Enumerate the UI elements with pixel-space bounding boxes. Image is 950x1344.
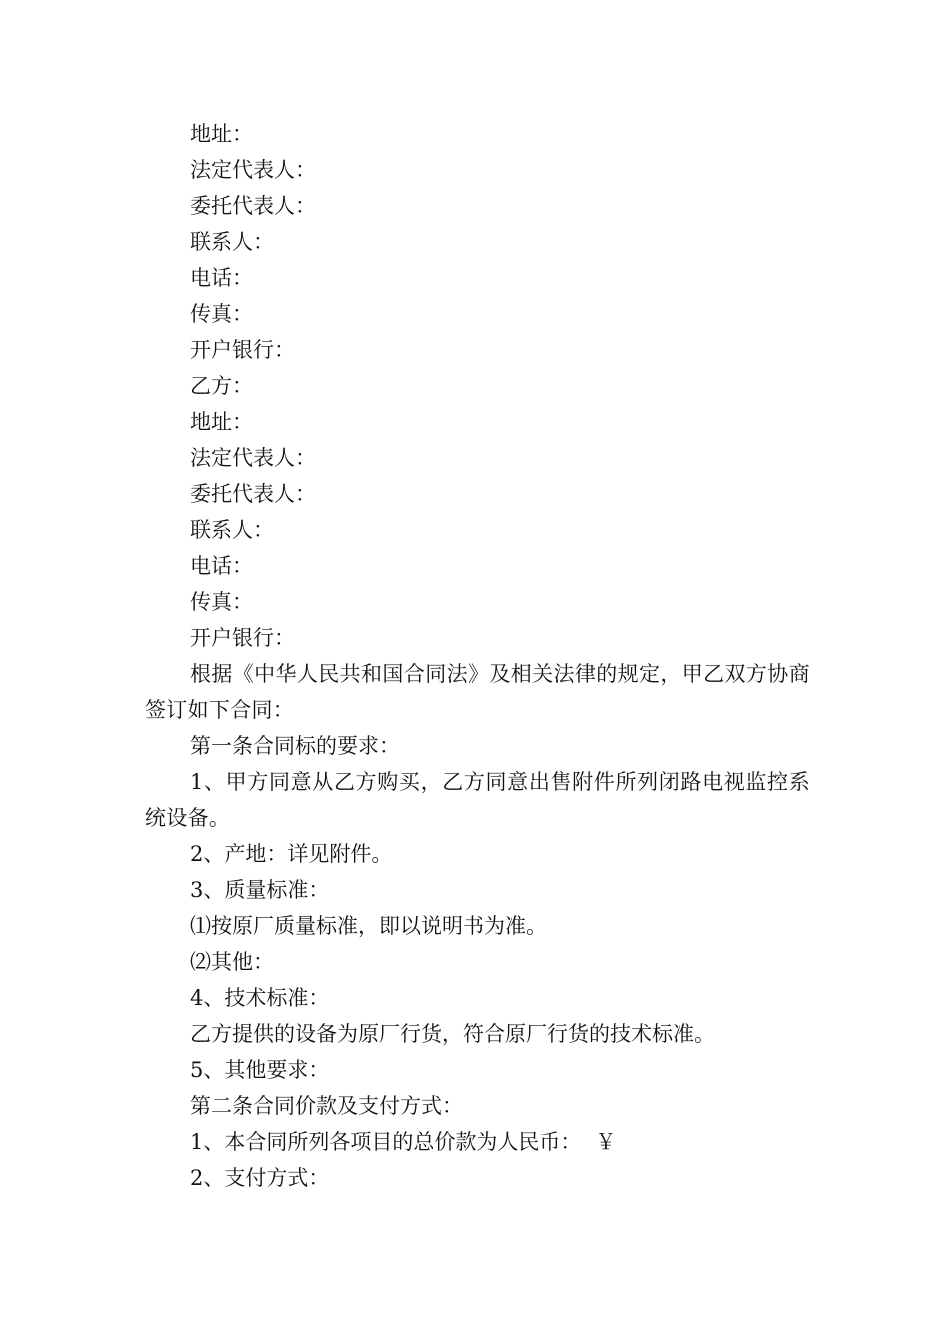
party-b-title: 乙方：: [190, 374, 253, 398]
article2-item1: [145, 1124, 810, 1160]
party-b-fax: 传真：: [190, 590, 253, 614]
article1-item4: 4、技术标准：: [190, 986, 330, 1010]
party-b-contact: 联系人：: [190, 518, 274, 542]
preamble-paragraph: 根据《中华人民共和国合同法》及相关法律的规定，甲乙双方协商签订如下合同：: [145, 662, 810, 722]
article1-item3: 3、质量标准：: [190, 878, 330, 902]
article2-item2: 2、支付方式：: [190, 1166, 330, 1190]
article1-item4-text: 乙方提供的设备为原厂行货，符合原厂行货的技术标准。: [190, 1022, 715, 1046]
party-b-legal-rep: 法定代表人：: [190, 446, 316, 470]
article1-item3-2: ⑵其他：: [190, 950, 274, 974]
party-a-agent: 委托代表人：: [190, 194, 316, 218]
party-b-agent: 委托代表人：: [190, 482, 316, 506]
party-a-contact: 联系人：: [190, 230, 274, 254]
article1-item1: 1、甲方同意从乙方购买，乙方同意出售附件所列闭路电视监控系统设备。: [145, 770, 810, 830]
party-b-address: 地址：: [190, 410, 253, 434]
party-a-fax: 传真：: [190, 302, 253, 326]
article2-item1-text: 1、本合同所列各项目的总价款为人民币：: [190, 1130, 582, 1154]
article1-item3-1: ⑴按原厂质量标准，即以说明书为准。: [190, 914, 547, 938]
currency-symbol: ￥: [595, 1130, 617, 1154]
party-a-phone: 电话：: [190, 266, 253, 290]
party-b-phone: 电话：: [190, 554, 253, 578]
party-a-legal-rep: 法定代表人：: [190, 158, 316, 182]
party-a-bank: 开户银行：: [190, 338, 295, 362]
article1-item2: 2、产地：详见附件。: [190, 842, 393, 866]
party-b-bank: 开户银行：: [190, 626, 295, 650]
article1-title: 第一条合同标的要求：: [190, 734, 400, 758]
party-a-address: 地址：: [190, 122, 253, 146]
article1-item5: 5、其他要求：: [190, 1058, 330, 1082]
article2-title: 第二条合同价款及支付方式：: [190, 1094, 463, 1118]
